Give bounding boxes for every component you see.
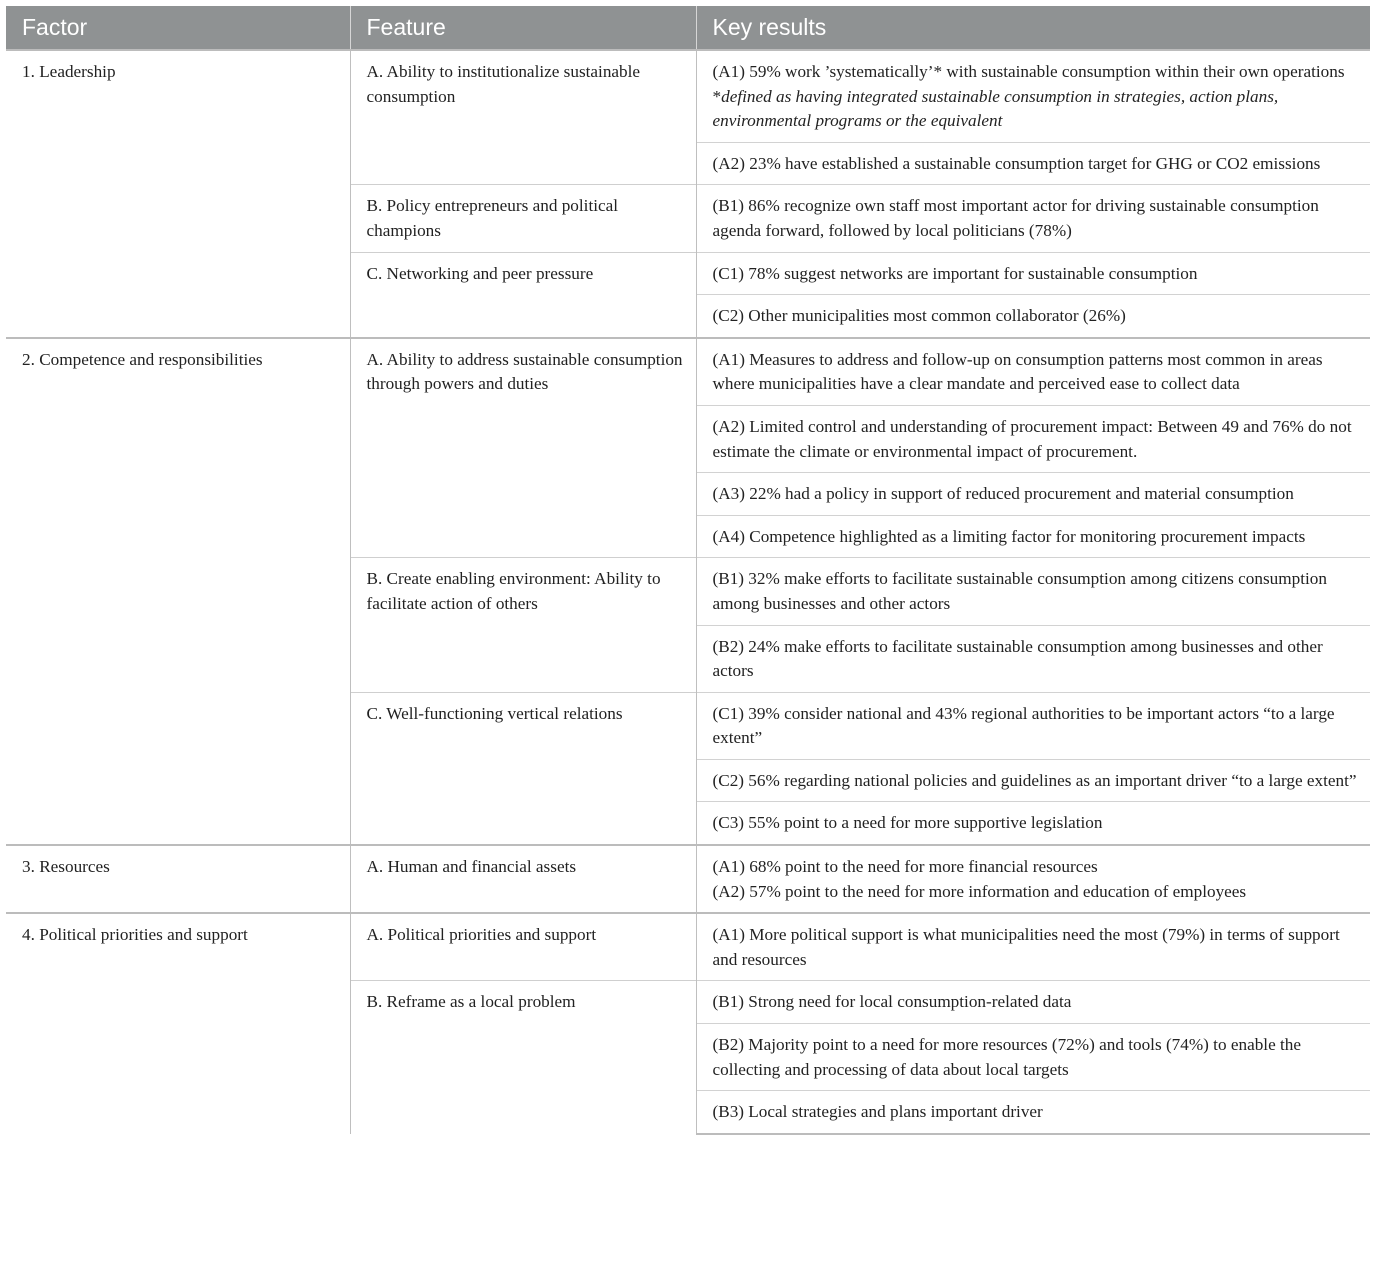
result-text: (C3) 55% point to a need for more supportive legislation [712,813,1103,833]
table-body [6,50,1370,1134]
table-row [6,338,1370,406]
result-cell [696,473,1370,516]
result-cell [696,515,1370,558]
result-cell [696,142,1370,185]
results-table [6,6,1370,1135]
feature-cell: B. Create enabling environment: Ability to facilitate action of others [350,558,696,692]
feature-cell: B. Reframe as a local problem [350,981,696,1134]
result-text: (A1) More political support is what municipalities need the most (79%) in terms of support and resources [712,925,1340,969]
result-text: (C2) Other municipalities most common collaborator (26%) [712,306,1126,326]
factor-cell: 3. Resources [6,845,350,913]
table-row [6,913,1370,981]
result-text: (A1) Measures to address and follow-up on consumption patterns most common in areas where municipalities have a clear mandate and perceived ease to collect data [712,349,1323,394]
result-cell [696,185,1370,252]
result-text: (A2) 57% point to the need for more information and education of employees [712,881,1247,901]
footnote-body: defined as having integrated sustainable consumption in strategies, action plans, environmental programs or the equivalent [712,86,1279,131]
header-factor: Factor [6,6,350,50]
result-text: (B1) 86% recognize own staff most important actor for driving sustainable consumption agenda forward, followed by local politicians (78%) [712,196,1319,240]
feature-cell: C. Well-functioning vertical relations [350,692,696,845]
feature-cell: A. Human and financial assets [350,845,696,913]
table-row [6,845,1370,913]
footnote-text [713,85,1359,134]
result-cell [696,692,1370,759]
result-cell [696,50,1370,142]
result-cell [696,338,1370,406]
result-text: (A1) 68% point to the need for more financial resources [712,857,1098,877]
footnote-marker: * [712,86,722,106]
result-cell [696,759,1370,802]
result-text: (B1) 32% make efforts to facilitate sustainable consumption among citizens consumption among businesses and other actors [712,569,1327,613]
result-text: (A4) Competence highlighted as a limiting factor for monitoring procurement impacts [712,526,1306,546]
result-text: (C1) 78% suggest networks are important for sustainable consumption [712,263,1198,283]
result-cell [696,405,1370,472]
result-cell [696,913,1370,981]
result-text: (B2) 24% make efforts to facilitate sustainable consumption among businesses and other actors [712,636,1323,681]
header-row [6,6,1370,50]
result-text: (A2) 23% have established a sustainable consumption target for GHG or CO2 emissions [712,153,1321,173]
result-cell [696,845,1370,913]
result-text: (B1) Strong need for local consumption-related data [712,992,1072,1012]
feature-cell: B. Policy entrepreneurs and political champions [350,185,696,252]
result-cell [696,252,1370,295]
result-cell [696,625,1370,692]
feature-cell: A. Political priorities and support [350,913,696,981]
result-text: (B3) Local strategies and plans important driver [712,1102,1043,1122]
result-text: (C1) 39% consider national and 43% regional authorities to be important actors “to a large extent” [712,703,1335,748]
factor-cell: 1. Leadership [6,50,350,338]
factor-cell: 4. Political priorities and support [6,913,350,1134]
feature-cell: C. Networking and peer pressure [350,252,696,338]
result-cell [696,802,1370,845]
header-key-results: Key results [696,6,1370,50]
factor-cell: 2. Competence and responsibilities [6,338,350,845]
result-cell [696,1091,1370,1134]
feature-cell: A. Ability to address sustainable consumption through powers and duties [350,338,696,558]
result-cell [696,295,1370,338]
result-text: (C2) 56% regarding national policies and guidelines as an important driver “to a large extent” [712,770,1357,790]
header-feature: Feature [350,6,696,50]
result-text: (A1) 59% work ’systematically’* with sustainable consumption within their own operations [712,62,1345,81]
result-text: (A3) 22% had a policy in support of reduced procurement and material consumption [712,484,1294,504]
result-text: (B2) Majority point to a need for more resources (72%) and tools (74%) to enable the collecting and processing of data about local targets [712,1035,1301,1079]
result-cell [696,558,1370,625]
feature-cell: A. Ability to institutionalize sustainable consumption [350,50,696,185]
table-row [6,50,1370,142]
result-cell [696,981,1370,1024]
result-text: (A2) Limited control and understanding of procurement impact: Between 49 and 76% do not estimate the climate or environmental impact of procurement. [712,416,1352,461]
result-cell [696,1024,1370,1091]
